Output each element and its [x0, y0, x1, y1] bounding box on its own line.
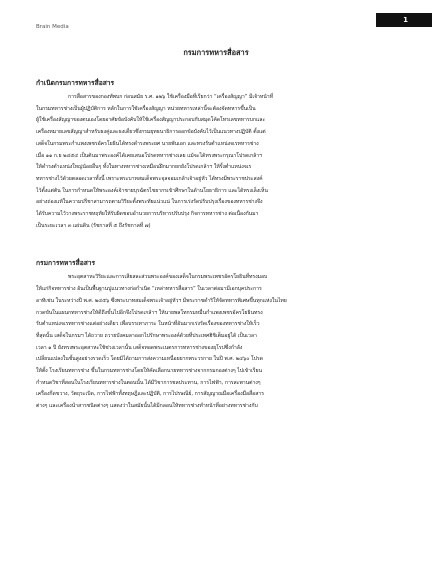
text-line: ทหารช่างไว้ด้วยตลอดเวลาทั้งนี้ เพราะพระบาทสมเด็จพระจุลจอมเกล้าเจ้าอยู่หัว ได้ทรงมีพระราชประสงค์: [36, 175, 263, 182]
text-line: อาทิเช่น ในระหว่างปี พ.ศ. ๒๔๕๖ ซึ่งพระบาทสมเด็จพระเจ้าอยู่หัวฯ มีพระราชดำริให้จัดทหารพิเศษขึ้นทุกแห่งในไทย: [36, 297, 287, 304]
text-line: เมื่อ ๑๑ ก.ย ๒๔๕๔ เป็นต้นมาพระองค์ได้เคยเสนอโปรดทหารช่างเลย แม้จะได้ทรงพระกรุณาโปรดเกล้าฯ: [36, 152, 262, 159]
text-line: ได้รับความไว้วางพระราชหฤทัยให้รับผิดชอบอำนวยการบริหารปรับปรุง กิจการทหารช่าง ต่อเนื่องกันมา: [36, 211, 259, 218]
text-line: ต่างๆ และเครื่องนำสารชนิดต่างๆ แสดงว่าในสมัยนั้นได้มีกลอนให้ทหารช่างทำหน้าที่อย่างทหารช่างกับ: [36, 403, 258, 410]
text-line: ที่สุดนั้น เสด็จในกรมฯ ได้ถวาย ถวายบังคมลาออกไปรักษาพระองค์ด้วยที่ประเทศฮิชิเต็มอยู่ได้ เป็นเวลา: [36, 332, 257, 339]
page-number: 1: [403, 16, 408, 24]
page-number-badge: [376, 13, 432, 27]
text-line: เปลี่ยนแปลงในชั้นสูงอย่างรวดเร็ว โดยมิได้ถามการส่งความเหนื่อยยากพระวรกาย ในปี พ.ศ. ๒๔๖๐ โปรด: [36, 356, 263, 363]
document-body: [36, 40, 396, 413]
text-line: เป็นระยะเวลา ๓ แผ่นดิน (รัชกาลที่ ๕ ถึงรัชกาลที่ ๗): [36, 222, 151, 229]
page-header: [0, 0, 432, 36]
paragraph: [36, 92, 396, 232]
text-line: ให้ดำรงตำแหน่งใหญ่น้อยอื่นๆ ทั้งในทางทหารช่างเหมือนฝึกมากยกยังโปรดเกล้าฯ ให้รั้งตำแหน่งจเร: [36, 164, 252, 171]
text-line: รับตำแหน่งจเรทหารช่างแต่อย่างเดียว เพื่อบรรเทาภาระ ในหน้าที่อันมากเร่งรัดเรื่องของทหารช่างให้เร็ว: [36, 321, 260, 328]
text-line: ไว้ตั้งแต่ต้น ในการกำหนดให้พระองค์เจ้าชายบุรฉัตรไชยากรเข้าศึกษาในด้านโยธาธิการ และได้ทรงเล็งเห็น: [36, 187, 268, 194]
section-heading: กำเนิดกรมการทหารสื่อสาร: [36, 79, 115, 87]
text-line: ให้ตั้ง โรงเรียนทหารช่าง ขึ้นในกรมทหารช่างโดยให้คัดเลือกนายทหารช่างจากกรมกองต่างๆ ไปเข้าเรียน: [36, 368, 262, 375]
paragraph: [36, 272, 396, 412]
document-title: กรมการทหารสื่อสาร: [183, 48, 249, 57]
text-line: กำหนดวิชาที่สอนในโรงเรียนทหารช่างในตอนนั้น ได้มีวิชาการชลประทาน, การไฟฟ้า, การสะพานต่างๆ: [36, 379, 261, 386]
text-line: ให้แก่กิจทหารช่าง อันเป็นพื้นฐานปูแนวทางก่อกำเนิด “เหล่าทหารสื่อสาร” ในเวลาต่อมามีเอกบุคประการ: [36, 286, 262, 293]
publisher-label: Brain Media: [36, 24, 69, 30]
text-line: การสื่อสารของกองทัพบก ก่อนสมัย ร.ศ. ๑๒๖ ใช้เครื่องมือที่เรียกว่า “เครื่องสัญญา” มีเจ้าหน้าที่: [68, 94, 274, 100]
text-line: เสด็จในกรมพระกำแพงเพชรอัครโยธินได้ทรงดำรงพระยศ นายพันเอก และทรงรับตำแหน่งจเรทหารช่าง: [36, 140, 259, 147]
section-signal-department: [36, 258, 396, 412]
text-line: ผู้ใช้เครื่องสัญญาของตนเองโดยอาศัยข้อบังคับให้ใช้เครื่องสัญญาประกอบกับสมุดโค้ดโทรเลขทหารบกและ: [36, 117, 266, 124]
text-line: เวลา ๑ ปี ยังทรงพระอุตสาหะใช้ช่วงเวลานั้น เสด็จทอดพระเนตรการทหารช่างของยุโรปซึ่งกำลัง: [36, 344, 243, 351]
text-line: พระอุตสาหะวิริยะและการเสียสละส่วนพระองค์ของเสด็จในกรมพระเพชรอัครโยธินที่ทรงมอบ: [68, 274, 268, 281]
text-line: เครื่องหมายเลขสัญญาสำหรับธงคู่และธงเดี่ยวซึ่งกรมยุทธนาธิการออกข้อบังคับไว้เป็นแนวทางปฏิบัติ ตั้งแต่: [36, 129, 266, 136]
text-line: กวดขันในแผนกทหารช่างให้ดีถึงขั้นไปอีกจึงโปรดเกล้าฯ ให้นายพลโทกรมหมื่นกำแพงเพชรอัครโยธินทรง: [36, 309, 263, 316]
section-heading: กรมการทหารสื่อสาร: [36, 259, 96, 268]
text-line: อย่างถ่องแท้ในความปรีชาสามารถตามวิริยะตั้งพระทัยแน่วแน่ ในการเร่งรัดปรับปรุงเรื่องของทหารช่างจึง: [36, 199, 263, 206]
text-line: เครื่องกีดขวาง, วัตถุระเบิด, การไฟฟ้าทั้งทฤษฎีและปฏิบัติ, การไปรษณีย์, การสัญญาณมือเครื่องมือสื่อสาร: [36, 391, 264, 398]
text-line: ในกรมทหารช่างเป็นผู้ปฏิบัติการ หลักในการใช้เครื่องสัญญา หน่วยทหารเหล่านี้จะต้องจัดทหารขึ้นเป็น: [36, 105, 256, 112]
section-origin: [36, 78, 396, 232]
